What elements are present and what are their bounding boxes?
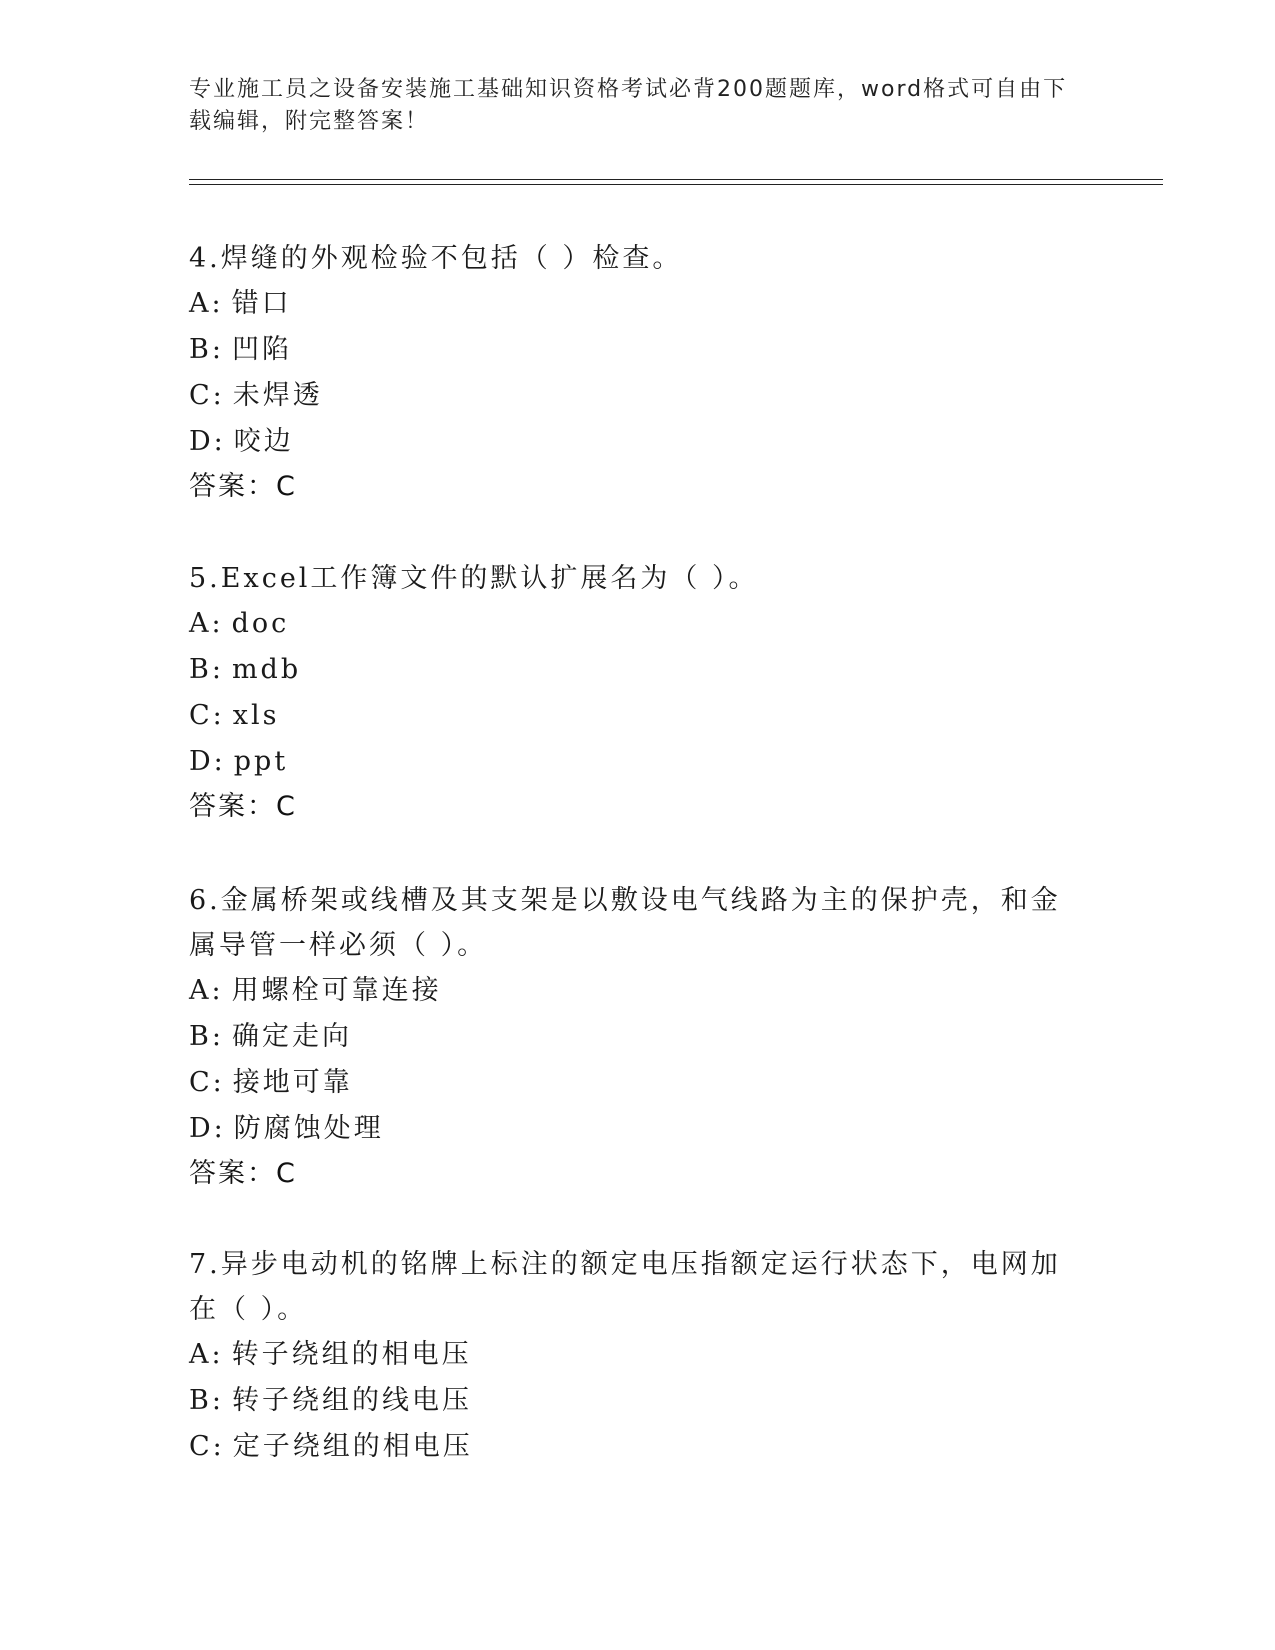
question-6 <box>189 878 1089 1196</box>
option-value: 定子绕组的相电压 <box>232 1431 473 1462</box>
option-value: 接地可靠 <box>232 1067 353 1098</box>
option-value: 咬边 <box>233 426 294 457</box>
option-key: A: <box>189 975 224 1006</box>
option-key: D: <box>189 1113 226 1144</box>
question-text: 7.异步电动机的铭牌上标注的额定电压指额定运行状态下，电网加在（ ）。 <box>189 1249 1061 1325</box>
option-b <box>189 1014 1089 1060</box>
option-value: 未焊透 <box>232 380 323 411</box>
question-text: 4.焊缝的外观检验不包括（ ）检查。 <box>189 243 683 274</box>
option-value: ppt <box>233 746 289 777</box>
option-a <box>189 968 1089 1014</box>
option-d <box>189 739 1089 785</box>
option-c <box>189 1424 1089 1470</box>
option-b <box>189 327 1089 373</box>
question-4 <box>189 236 1089 509</box>
header-divider-top <box>189 179 1163 180</box>
option-value: doc <box>231 608 290 639</box>
option-b <box>189 647 1089 693</box>
option-c <box>189 1060 1089 1106</box>
option-value: xls <box>232 700 280 731</box>
document-header: 专业施工员之设备安装施工基础知识资格考试必背200题题库，word格式可自由下载编辑，附完整答案！ <box>189 77 1068 134</box>
option-key: C: <box>189 700 225 731</box>
question-5 <box>189 556 1089 829</box>
option-value: 用螺栓可靠连接 <box>231 975 442 1006</box>
option-a <box>189 1332 1089 1378</box>
option-c <box>189 373 1089 419</box>
option-value: 防腐蚀处理 <box>233 1113 384 1144</box>
option-key: C: <box>189 1067 225 1098</box>
option-key: B: <box>189 334 224 365</box>
option-key: B: <box>189 1021 224 1052</box>
question-text: 6.金属桥架或线槽及其支架是以敷设电气线路为主的保护壳，和金属导管一样必须（ ）。 <box>189 885 1061 961</box>
option-key: A: <box>189 1339 224 1370</box>
option-key: A: <box>189 288 224 319</box>
option-key: B: <box>189 654 224 685</box>
option-value: 错口 <box>231 288 292 319</box>
option-value: 转子绕组的相电压 <box>231 1339 472 1370</box>
option-key: D: <box>189 426 226 457</box>
option-c <box>189 693 1089 739</box>
option-a <box>189 601 1089 647</box>
option-d <box>189 419 1089 465</box>
option-value: 凹陷 <box>231 334 292 365</box>
answer-line: 答案：C <box>189 1158 297 1189</box>
option-key: B: <box>189 1385 224 1416</box>
option-value: mdb <box>231 654 302 685</box>
answer-line: 答案：C <box>189 791 297 822</box>
option-key: A: <box>189 608 224 639</box>
option-value: 转子绕组的线电压 <box>231 1385 472 1416</box>
header-divider-bottom <box>189 184 1163 185</box>
option-value: 确定走向 <box>231 1021 352 1052</box>
question-text: 5.Excel工作簿文件的默认扩展名为（ ）。 <box>189 563 759 594</box>
option-key: C: <box>189 380 225 411</box>
option-b <box>189 1378 1089 1424</box>
question-7 <box>189 1242 1089 1470</box>
option-key: D: <box>189 746 226 777</box>
option-d <box>189 1106 1089 1152</box>
option-key: C: <box>189 1431 225 1462</box>
answer-line: 答案：C <box>189 471 297 502</box>
option-a <box>189 281 1089 327</box>
